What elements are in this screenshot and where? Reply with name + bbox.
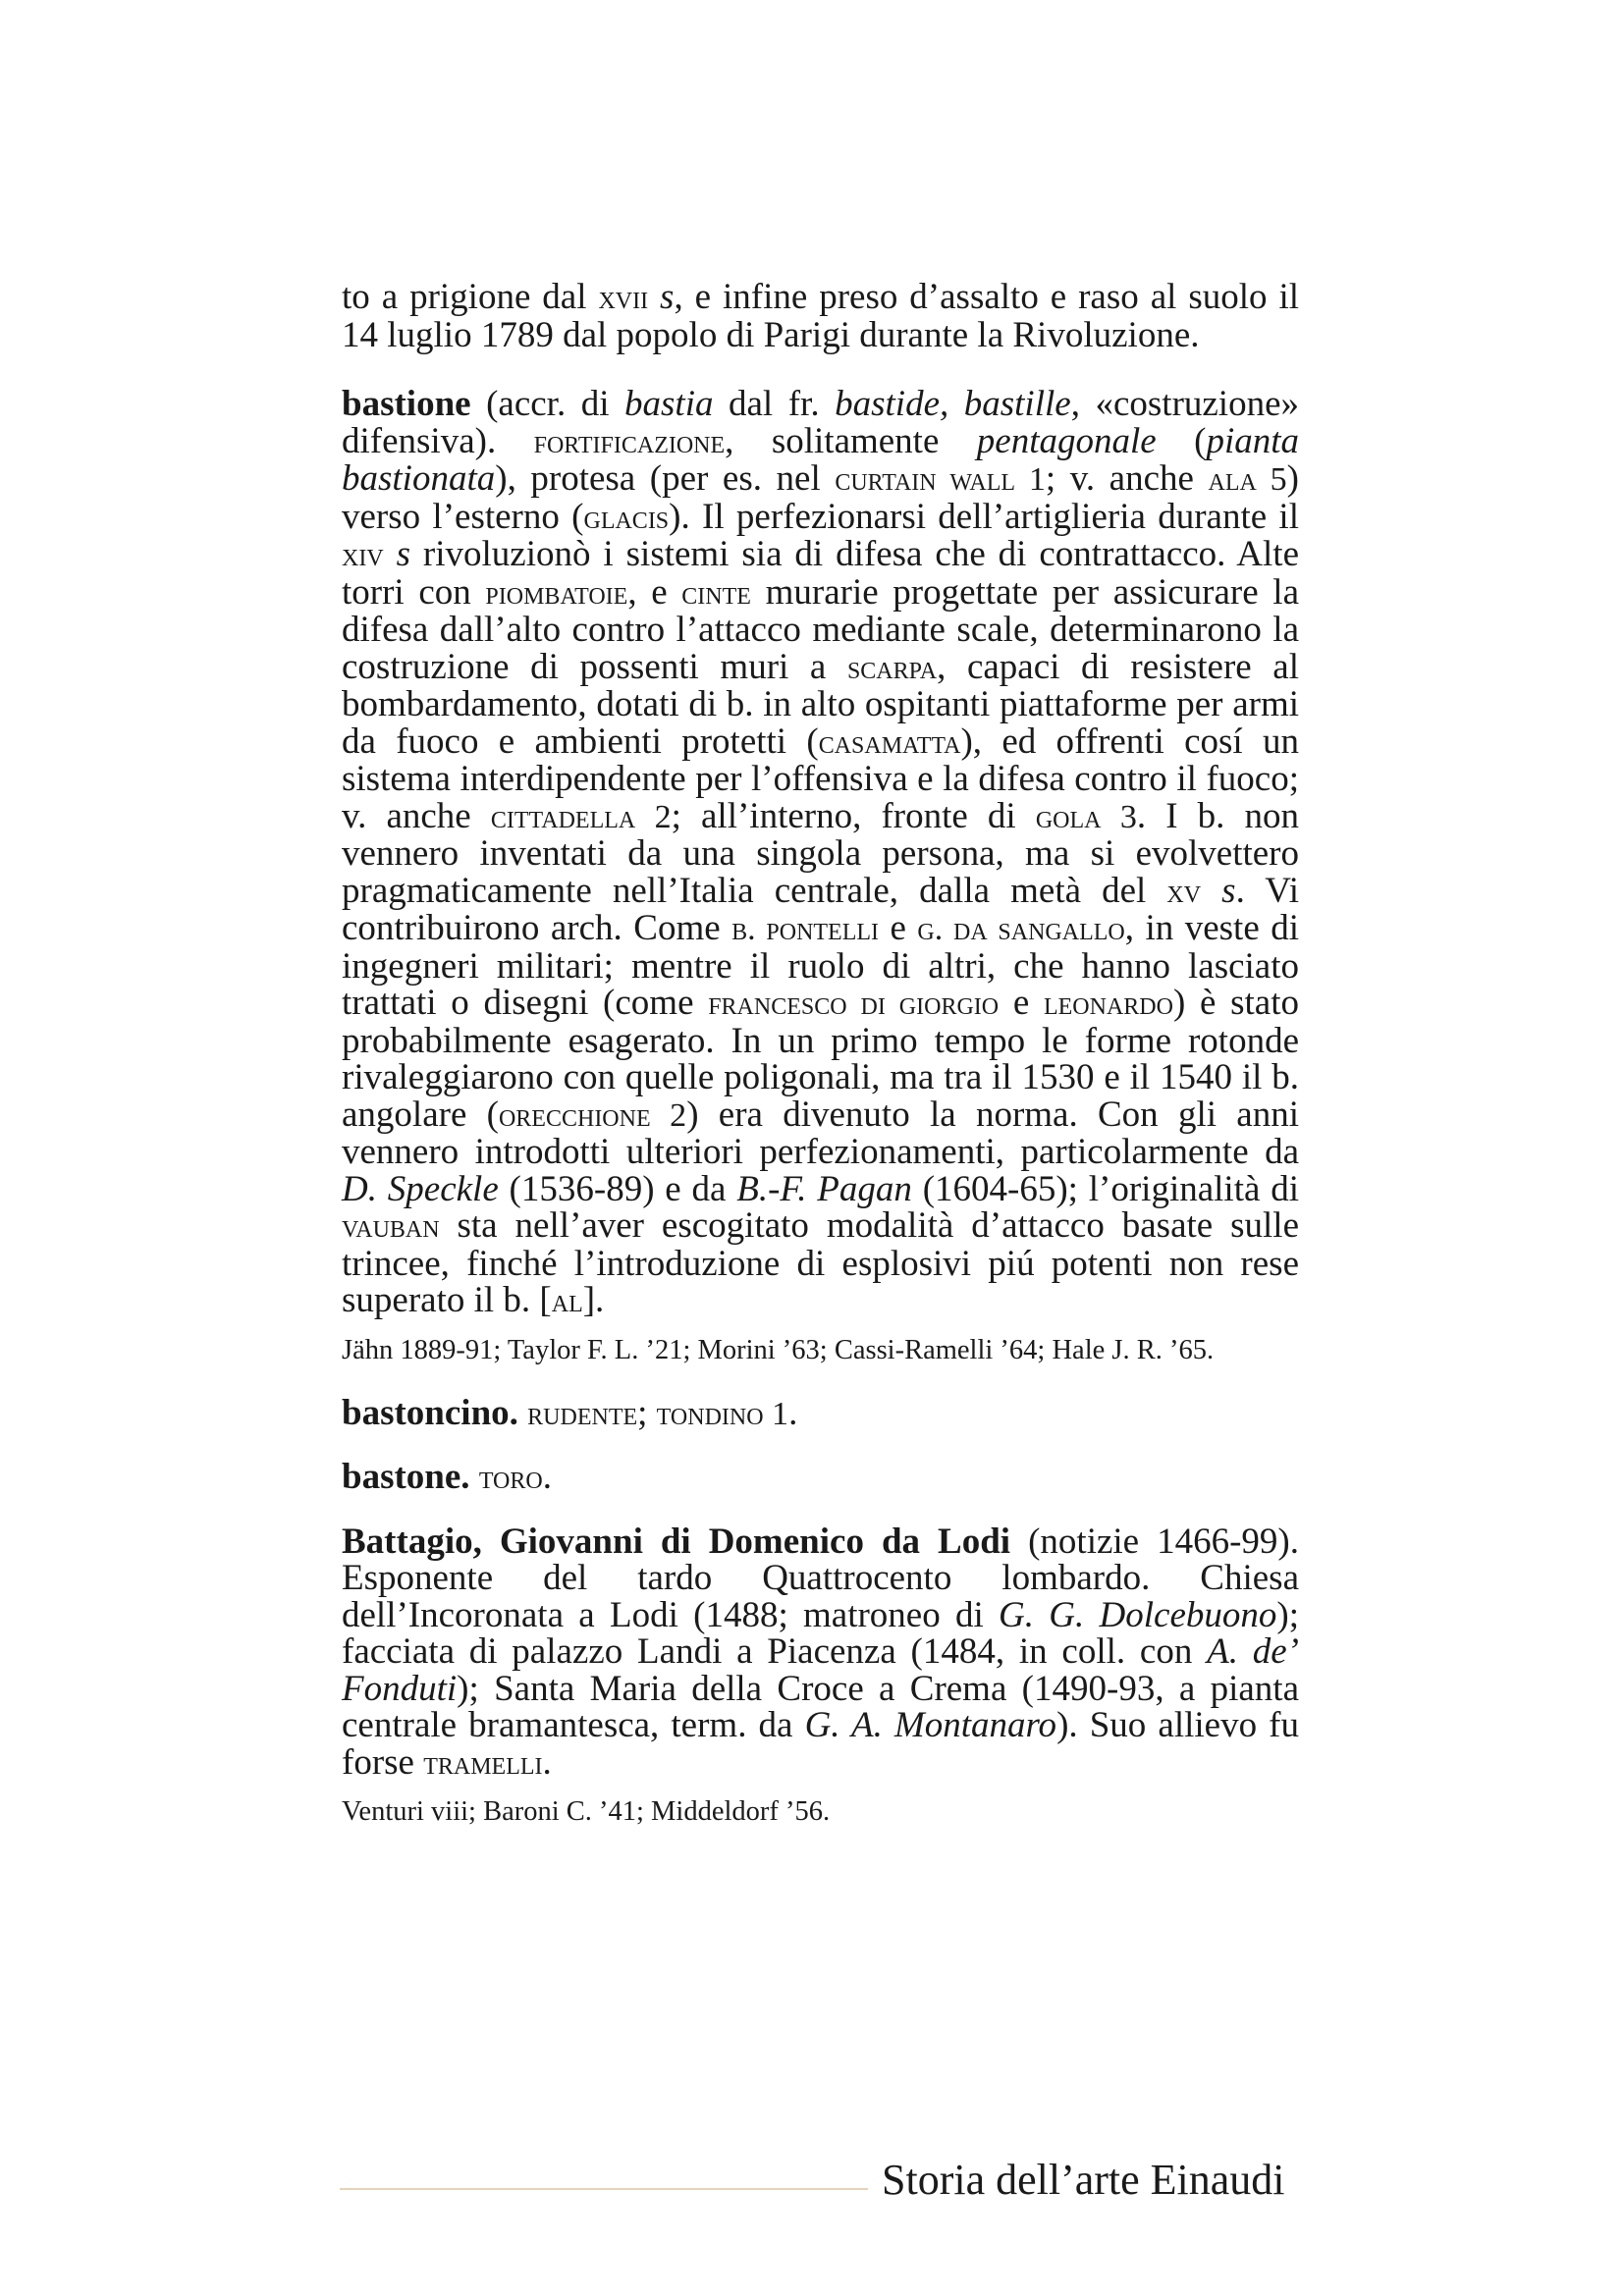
author-initials: al [551, 1283, 583, 1319]
entry-bastione: bastione (accr. di bastia dal fr. bastide, bastille, «costruzione» difensiva). fortificazione, solitamente pentagonale (pianta bastionata), protesa (per es. nel curtain wall 1; v. anche ala 5) verso l’esterno (glacis). Il perfezionarsi dell’artiglieria durante il xiv s rivoluzionò i sistemi sia di difesa che di contrattacco. Alte torri con piombatoie, e cinte murarie progettate per assicurare la difesa dall’alto contro l’attacco mediante scale, determinarono la costruzione di possenti muri a scarpa, capaci di resistere al bombardamento, dotati di b. in alto ospitanti piattaforme per armi da fuoco e ambienti protetti (casamatta), ed offrenti cosí un sistema interdipendente per l’offensiva e la difesa contro il fuoco; v. anche cittadella 2; all’interno, fronte di gola 3. I b. non vennero inventati da una singola persona, ma si evolvettero pragmaticamente nell’Italia centrale, dalla metà del xv s. Vi contribuirono arch. Come b. pontelli e g. da sangallo, in veste di ingegneri militari; mentre il ruolo di altri, che hanno lasciato trattati o disegni (come francesco di giorgio e leonardo) è stato probabilmente esagerato. In un primo tempo le forme rotonde rivaleggiarono con quelle poligonali, ma tra il 1530 e il 1540 il b. angolare (orecchione 2) era divenuto la norma. Con gli anni vennero introdotti ulteriori perfezionamenti, particolarmente da D. Speckle (1536-89) e da B.-F. Pagan (1604-65); l’originalità di vauban sta nell’aver escogitato modalità d’attacco basate sulle trincee, finché l’introduzione di esplosivi piú potenti non rese superato il b. [al]. [342, 384, 1300, 1320]
entry-battagio: Battagio, Giovanni di Domenico da Lodi (notizie 1466-99). Esponente del tardo Quattrocento lombardo. Chiesa dell’Incoronata a Lodi (1488; matroneo di G. G. Dolcebuono); facciata di palazzo Landi a Piacenza (1484, in coll. con A. de’ Fonduti); Santa Maria della Croce a Crema (1490-93, a pianta centrale bramantesca, term. da G. A. Montanaro). Suo allievo fu forse tramelli. [342, 1521, 1300, 1783]
cross-ref: cinte [681, 574, 751, 612]
cross-ref: leonardo [1043, 986, 1173, 1022]
cross-ref: scarpa [846, 649, 938, 686]
footer-rule [340, 2188, 868, 2190]
cross-ref: tondino 1 [656, 1395, 789, 1432]
cross-ref: toro [478, 1460, 543, 1496]
cross-ref: orecchione 2 [498, 1096, 687, 1134]
entry-bastoncino: bastoncino. rudente; tondino 1. [342, 1392, 798, 1433]
cross-ref: g. da sangallo [917, 911, 1125, 947]
headword-bastione: bastione [342, 384, 471, 424]
cross-ref: francesco di giorgio [708, 986, 1000, 1022]
bibliography-battagio: Venturi viii; Baroni C. ’41; Middeldorf ’56. [342, 1796, 831, 1827]
cross-ref: casamatta [818, 723, 961, 761]
cross-ref: cittadella 2 [490, 798, 672, 835]
cross-ref: gola 3 [1035, 798, 1137, 835]
cross-ref: curtain wall 1 [835, 461, 1046, 498]
cross-ref: piombatoie [485, 574, 628, 612]
cross-ref: ala 5 [1208, 461, 1287, 498]
cross-ref: rudente [527, 1395, 638, 1432]
entry-bastone: bastone. toro. [342, 1457, 552, 1497]
entry-fragment-text: to a prigione dal xvii s, e infine preso d’assalto e raso al suolo il 14 luglio 1789 dal popolo di Parigi durante la Rivoluzione. [342, 277, 1299, 355]
cross-ref: tramelli [423, 1744, 543, 1782]
cross-ref: vauban [342, 1208, 440, 1245]
cross-ref: fortificazione [533, 423, 726, 460]
bibliography-bastione: Jähn 1889-91; Taylor F. L. ’21; Morini ’63; Cassi-Ramelli ’64; Hale J. R. ’65. [342, 1334, 1215, 1365]
headword-bastone: bastone. [342, 1457, 470, 1497]
footer-title: Storia dell’arte Einaudi [882, 2156, 1285, 2204]
headword-battagio: Battagio, Giovanni di Domenico da Lodi [342, 1521, 1011, 1562]
headword-bastoncino: bastoncino. [342, 1392, 518, 1433]
cross-ref: glacis [583, 499, 670, 536]
cross-ref: b. pontelli [731, 911, 880, 947]
page-text [342, 279, 1299, 1830]
